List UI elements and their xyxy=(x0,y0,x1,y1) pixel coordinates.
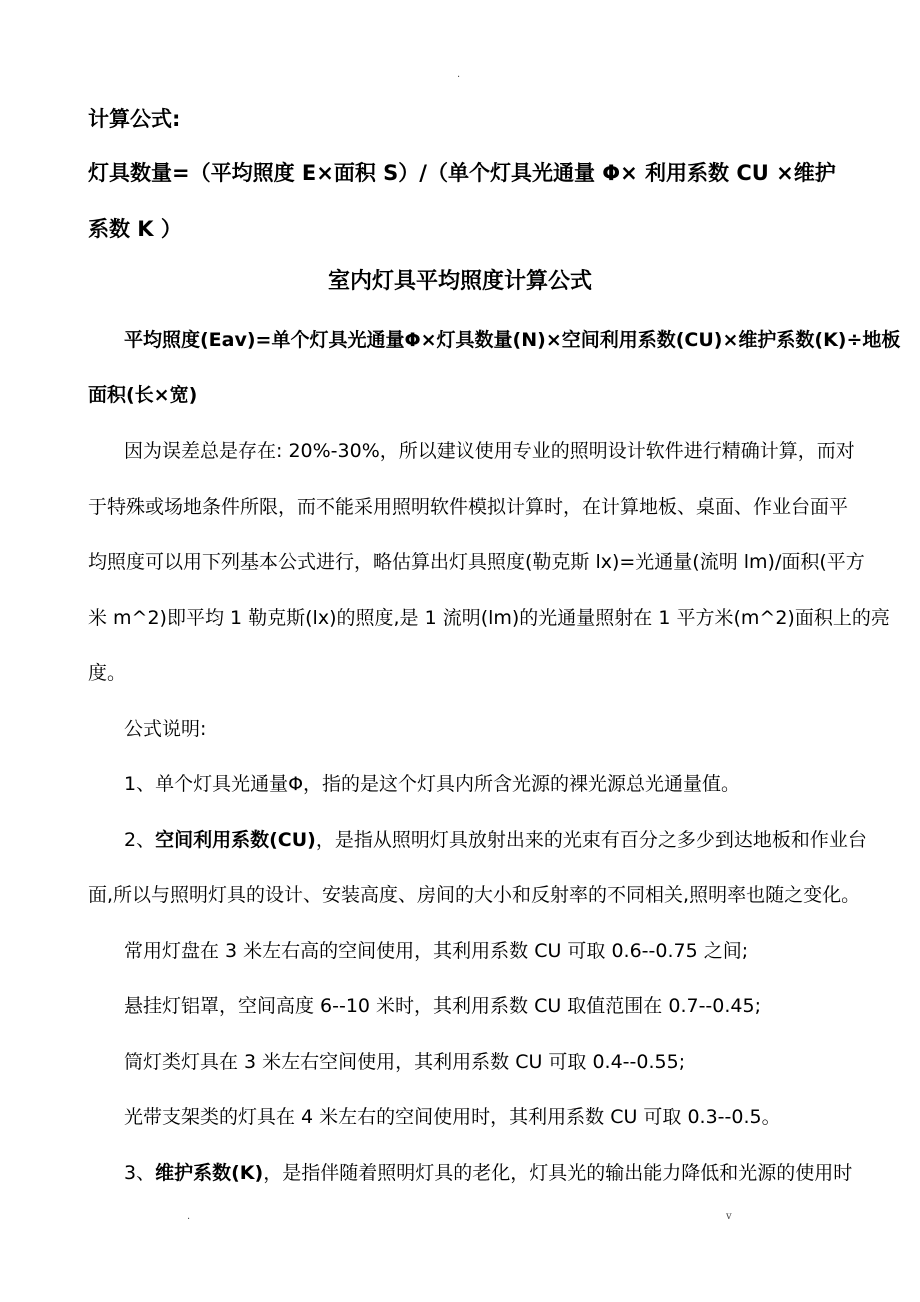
paragraph-line: 度。 xyxy=(88,662,127,684)
paragraph-line: 米 m^2)即平均 1 勒克斯(lx)的照度,是 1 流明(lm)的光通量照射在 1 平方米(m^2)面积上的亮 xyxy=(88,607,890,629)
example-line: 悬挂灯铝罩，空间高度 6--10 米时，其利用系数 CU 取值范围在 0.7--0.45; xyxy=(124,995,761,1017)
note-item-2-line-2: 面,所以与照明灯具的设计、安装高度、房间的大小和反射率的不同相关,照明率也随之变化。 xyxy=(88,884,861,906)
example-line: 常用灯盘在 3 米左右高的空间使用，其利用系数 CU 可取 0.6--0.75 之间; xyxy=(124,940,749,962)
header-dot: . xyxy=(457,69,461,80)
footer-right-mark: v xyxy=(726,1211,732,1222)
paragraph-line: 均照度可以用下列基本公式进行，略估算出灯具照度(勒克斯 lx)=光通量(流明 lm)/面积(平方 xyxy=(88,551,865,573)
note-item-3-rest: ，是指伴随着照明灯具的老化，灯具光的输出能力降低和光源的使用时 xyxy=(263,1162,853,1184)
formula-line-2: 系数 K ） xyxy=(88,217,182,241)
example-line: 筒灯类灯具在 3 米左右空间使用，其利用系数 CU 可取 0.4--0.55; xyxy=(124,1051,686,1073)
note-item-2-prefix: 2、 xyxy=(124,829,156,851)
page-title: 室内灯具平均照度计算公式 xyxy=(327,269,592,294)
footer-left-dot: . xyxy=(187,1211,191,1222)
definition-line-2: 面积(长×宽) xyxy=(88,384,198,406)
example-line: 光带支架类的灯具在 4 米左右的空间使用时，其利用系数 CU 可取 0.3--0.5。 xyxy=(124,1106,781,1128)
note-item-3-term: 维护系数(K) xyxy=(155,1162,264,1184)
formula-line-1: 灯具数量=（平均照度 E×面积 S）/（单个灯具光通量 Φ× 利用系数 CU ×维护 xyxy=(88,161,836,185)
note-item-2 xyxy=(124,828,867,852)
paragraph-line: 因为误差总是存在: 20%-30%，所以建议使用专业的照明设计软件进行精确计算，而对 xyxy=(124,440,855,462)
note-item-2-rest: ，是指从照明灯具放射出来的光束有百分之多少到达地板和作业台 xyxy=(315,829,867,851)
paragraph-line: 于特殊或场地条件所限，而不能采用照明软件模拟计算时，在计算地板、桌面、作业台面平 xyxy=(88,496,849,518)
notes-heading: 公式说明: xyxy=(124,718,207,740)
definition-line-1: 平均照度(Eav)=单个灯具光通量Φ×灯具数量(N)×空间利用系数(CU)×维护系数(K)÷地板 xyxy=(124,329,901,351)
note-item-3-prefix: 3、 xyxy=(124,1162,156,1184)
note-item-1: 1、单个灯具光通量Φ，指的是这个灯具内所含光源的裸光源总光通量值。 xyxy=(124,773,741,795)
note-item-3 xyxy=(124,1161,852,1185)
formula-label: 计算公式: xyxy=(88,107,181,131)
note-item-2-term: 空间利用系数(CU) xyxy=(155,829,316,851)
